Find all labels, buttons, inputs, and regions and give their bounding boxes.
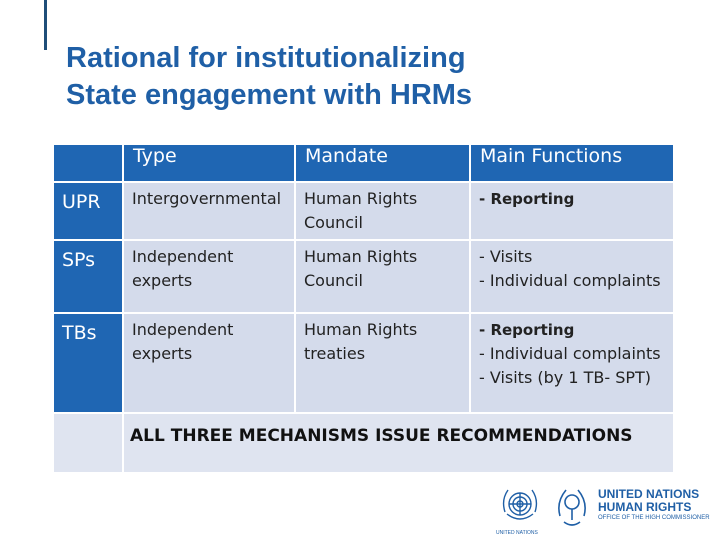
row-header-sps: SPs	[53, 240, 123, 313]
footer-empty-cell	[53, 413, 123, 473]
footer-row	[53, 413, 674, 473]
header-cell-mandate: Mandate	[295, 144, 470, 182]
header-cell-empty	[53, 144, 123, 182]
title-line-2: State engagement with HRMs	[66, 79, 473, 111]
row-header-tbs: TBs	[53, 313, 123, 413]
functions-cell: - Visits - Individual complaints	[470, 240, 674, 313]
functions-cell: - Reporting - Individual complaints - Visits (by 1 TB- SPT)	[470, 313, 674, 413]
ohchr-emblem-icon	[552, 482, 592, 532]
logos	[486, 478, 716, 538]
row-header-upr: UPR	[53, 182, 123, 240]
mechanisms-table	[52, 143, 675, 474]
mandate-cell: Human Rights Council	[295, 182, 470, 240]
table-row	[53, 182, 674, 240]
type-cell: Intergovernmental	[123, 182, 295, 240]
un-caption: UNITED NATIONS	[496, 530, 538, 536]
header-row	[53, 144, 674, 182]
title-line-1: Rational for institutionalizing	[66, 42, 466, 74]
table-row	[53, 313, 674, 413]
mandate-cell: Human Rights Council	[295, 240, 470, 313]
page-title	[66, 40, 626, 114]
un-emblem-icon	[496, 482, 544, 532]
table-row	[53, 240, 674, 313]
ohchr-wordmark: UNITED NATIONS HUMAN RIGHTS OFFICE OF THE HIGH COMMISSIONER	[598, 487, 710, 521]
type-cell: Independent experts	[123, 313, 295, 413]
mandate-cell: Human Rights treaties	[295, 313, 470, 413]
footer-cell	[123, 413, 674, 473]
recommendations-note: ALL THREE MECHANISMS ISSUE RECOMMENDATIONS	[130, 426, 633, 446]
type-cell: Independent experts	[123, 240, 295, 313]
accent-bar	[44, 0, 47, 50]
header-cell-functions: Main Functions	[470, 144, 674, 182]
functions-cell: - Reporting	[470, 182, 674, 240]
header-cell-type: Type	[123, 144, 295, 182]
